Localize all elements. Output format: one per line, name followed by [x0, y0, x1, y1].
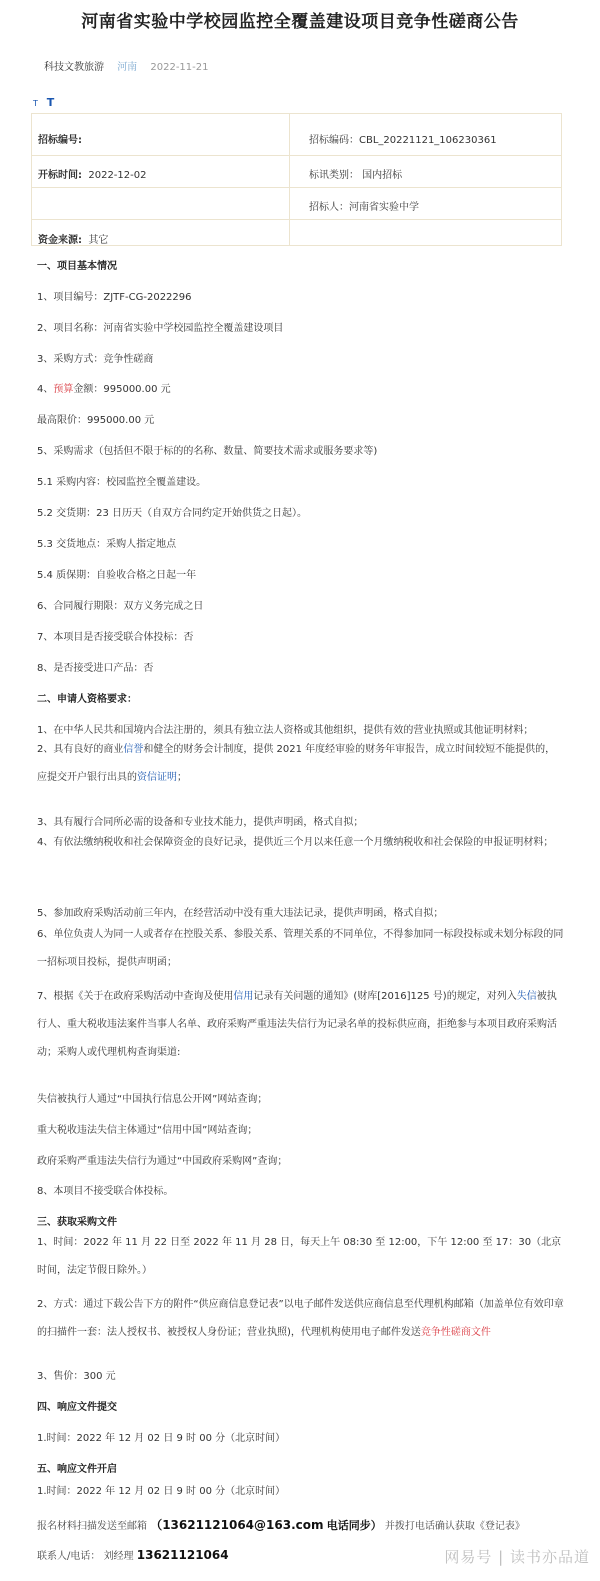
paragraph: 7、根据《关于在政府采购活动中查询及使用信用记录有关问题的通知》(财库[2016]125 号)的规定，对列入失信被执行人、重大税收违法案件当事人名单、政府采购严重违法失信行为记录名单的投标供应商，拒绝参与本项目政府采购活动；采购人或代理机构查询渠道: — [37, 991, 557, 1058]
contact-phone-line: 联系人/电话： 刘经理 13621121064 — [37, 1548, 229, 1562]
paragraph: 5.2 交货期：23 日历天（自双方合同约定开始供货之日起）。 — [37, 508, 307, 519]
section-heading: 四、响应文件提交 — [37, 1402, 117, 1413]
font-small-button[interactable]: T — [33, 99, 38, 108]
font-large-button[interactable]: T — [46, 96, 55, 109]
paragraph: 1、项目编号：ZJTF-CG-2022296 — [37, 292, 192, 303]
section-heading: 五、响应文件开启 — [37, 1464, 117, 1475]
paragraph: 1、时间：2022 年 11 月 22 日至 2022 年 11 月 28 日，每天上午 08:30 至 12:00，下午 12:00 至 17：30（北京时间，法定节假日除外。） — [37, 1237, 562, 1276]
paragraph: 3、售价：300 元 — [37, 1371, 116, 1382]
open-time-cell: 开标时间: 2022-12-02 — [38, 170, 147, 181]
paragraph: 1.时间：2022 年 12 月 02 日 9 时 00 分（北京时间） — [37, 1486, 286, 1497]
paragraph: 6、合同履行期限：双方义务完成之日 — [37, 601, 204, 612]
consult-doc-link[interactable]: 竞争性磋商文件 — [420, 1327, 491, 1338]
paragraph: 5.1 采购内容：校园监控全覆盖建设。 — [37, 477, 207, 488]
paragraph: 2、项目名称：河南省实验中学校园监控全覆盖建设项目 — [37, 323, 284, 334]
paragraph: 5、采购需求（包括但不限于标的的名称、数量、简要技术需求或服务要求等) — [37, 446, 378, 457]
fund-source-cell: 资金来源: 其它 — [38, 235, 109, 246]
notice-type-cell: 标讯类别： 国内招标 — [309, 170, 403, 181]
paragraph: 政府采购严重违法失信行为通过“中国政府采购网”查询； — [37, 1156, 288, 1167]
article-meta — [44, 58, 209, 73]
credit-proof-link[interactable]: 资信证明 — [137, 772, 177, 783]
paragraph: 2、方式：通过下载公告下方的附件“供应商信息登记表”以电子邮件发送供应商信息至代理机构邮箱（加盖单位有效印章的扫描件一套：法人授权书、被授权人身份证；营业执照)，代理机构使用电子邮件发送竞争性磋商文件 — [37, 1299, 564, 1338]
paragraph: 5、参加政府采购活动前三年内，在经营活动中没有重大违法记录，提供声明函，格式自拟； — [37, 908, 444, 919]
paragraph: 8、本项目不接受联合体投标。 — [37, 1186, 174, 1197]
paragraph: 5.3 交货地点：采购人指定地点 — [37, 539, 177, 550]
category-link[interactable]: 科技文教旅游 — [44, 62, 104, 73]
bid-code-cell: 招标编码：CBL_20221121_106230361 — [309, 135, 497, 146]
budget-line: 4、预算金额：995000.00 元 — [37, 384, 171, 395]
watermark: 网易号 | 读书亦品道 — [444, 1548, 590, 1566]
bid-no-cell: 招标编号: — [38, 135, 82, 146]
paragraph: 重大税收违法失信主体通过“信用中国”网站查询； — [37, 1125, 258, 1136]
section-heading: 二、申请人资格要求： — [37, 694, 137, 705]
section-heading: 三、获取采购文件 — [37, 1217, 117, 1228]
paragraph: 4、有依法缴纳税收和社会保障资金的良好记录，提供近三个月以来任意一个月缴纳税收和社会保险的申报证明材料； — [37, 837, 554, 848]
section-heading: 一、项目基本情况 — [37, 261, 117, 272]
paragraph: 8、是否接受进口产品：否 — [37, 663, 154, 674]
paragraph: 1.时间：2022 年 12 月 02 日 9 时 00 分（北京时间） — [37, 1433, 286, 1444]
budget-link[interactable]: 预算 — [53, 384, 74, 395]
bidder-cell: 招标人：河南省实验中学 — [309, 202, 419, 213]
contact-email-line: 报名材料扫描发送至邮箱 （13621121064@163.com 电话同步） 并拨打电话确认获取《登记表》 — [37, 1518, 525, 1532]
bid-info-table — [31, 113, 562, 246]
paragraph: 5.4 质保期：自验收合格之日起一年 — [37, 570, 197, 581]
dishonest-link[interactable]: 失信 — [516, 991, 537, 1002]
paragraph: 6、单位负责人为同一人或者存在控股关系、参股关系、管理关系的不同单位，不得参加同一标段投标或未划分标段的同一招标项目投标，提供声明函； — [37, 929, 564, 968]
contact-email[interactable]: （13621121064@163.com — [150, 1518, 324, 1532]
paragraph: 1、在中华人民共和国境内合法注册的，须具有独立法人资格或其他组织，提供有效的营业执照或其他证明材料； — [37, 725, 534, 736]
font-size-toggle — [33, 96, 54, 109]
paragraph: 2、具有良好的商业信誉和健全的财务会计制度，提供 2021 年度经审验的财务年审报告，成立时间较短不能提供的，应提交开户银行出具的资信证明； — [37, 744, 556, 783]
credit-record-link[interactable]: 信用 — [233, 991, 254, 1002]
publish-date: 2022-11-21 — [150, 62, 209, 73]
contact-phone[interactable]: 13621121064 — [136, 1548, 229, 1562]
paragraph: 3、采购方式：竞争性磋商 — [37, 354, 154, 365]
paragraph: 失信被执行人通过“中国执行信息公开网”网站查询； — [37, 1094, 268, 1105]
page-title: 河南省实验中学校园监控全覆盖建设项目竞争性磋商公告 — [81, 12, 519, 32]
region-link[interactable]: 河南 — [117, 62, 138, 73]
paragraph: 3、具有履行合同所必需的设备和专业技术能力，提供声明函，格式自拟； — [37, 817, 364, 828]
credit-link[interactable]: 信誉 — [123, 744, 144, 755]
paragraph: 最高限价：995000.00 元 — [37, 415, 155, 426]
paragraph: 7、本项目是否接受联合体投标：否 — [37, 632, 194, 643]
